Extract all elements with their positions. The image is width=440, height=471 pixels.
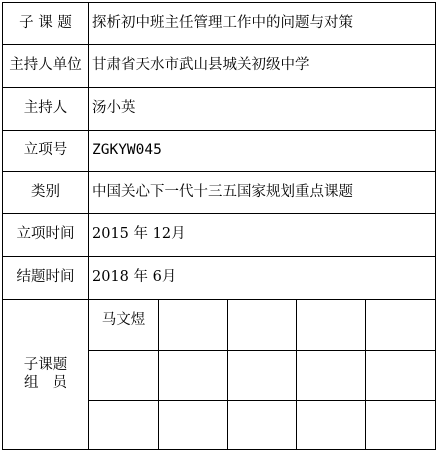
row-project-number bbox=[3, 131, 436, 172]
member-cell bbox=[89, 351, 159, 401]
completion-date-value: 2018 年 6月 bbox=[89, 257, 436, 300]
member-cell bbox=[297, 401, 366, 450]
row-host-unit bbox=[3, 45, 436, 88]
host-value: 汤小英 bbox=[89, 88, 436, 131]
member-cell bbox=[366, 300, 436, 351]
members-label-line1: 子课题 bbox=[23, 357, 68, 374]
member-cell bbox=[228, 351, 297, 401]
host-unit-label: 主持人单位 bbox=[3, 45, 89, 88]
member-cell bbox=[89, 401, 159, 450]
member-cell: 马文煜 bbox=[89, 300, 159, 351]
category-label: 类别 bbox=[3, 172, 89, 214]
member-cell bbox=[159, 300, 228, 351]
approval-date-label: 立项时间 bbox=[3, 214, 89, 257]
member-cell bbox=[159, 351, 228, 401]
member-cell bbox=[159, 401, 228, 450]
approval-date-value: 2015 年 12月 bbox=[89, 214, 436, 257]
row-approval-date bbox=[3, 214, 436, 257]
host-unit-value: 甘肃省天水市武山县城关初级中学 bbox=[89, 45, 436, 88]
member-cell bbox=[297, 300, 366, 351]
row-category bbox=[3, 172, 436, 214]
member-cell bbox=[228, 300, 297, 351]
subtopic-label: 子 课 题 bbox=[3, 3, 89, 45]
row-completion-date bbox=[3, 257, 436, 300]
members-label bbox=[3, 300, 89, 450]
row-host bbox=[3, 88, 436, 131]
member-cell bbox=[366, 351, 436, 401]
category-value: 中国关心下一代十三五国家规划重点课题 bbox=[89, 172, 436, 214]
member-cell bbox=[366, 401, 436, 450]
host-label: 主持人 bbox=[3, 88, 89, 131]
member-cell bbox=[297, 351, 366, 401]
member-cell bbox=[228, 401, 297, 450]
project-number-label: 立项号 bbox=[3, 131, 89, 172]
members-label-line2: 组员 bbox=[24, 374, 81, 391]
project-number-value: ZGKYW045 bbox=[89, 131, 436, 172]
subtopic-value: 探析初中班主任管理工作中的问题与对策 bbox=[89, 3, 436, 45]
member-row bbox=[3, 300, 436, 351]
row-subtopic bbox=[3, 3, 436, 45]
completion-date-label: 结题时间 bbox=[3, 257, 89, 300]
project-info-table bbox=[2, 2, 436, 450]
